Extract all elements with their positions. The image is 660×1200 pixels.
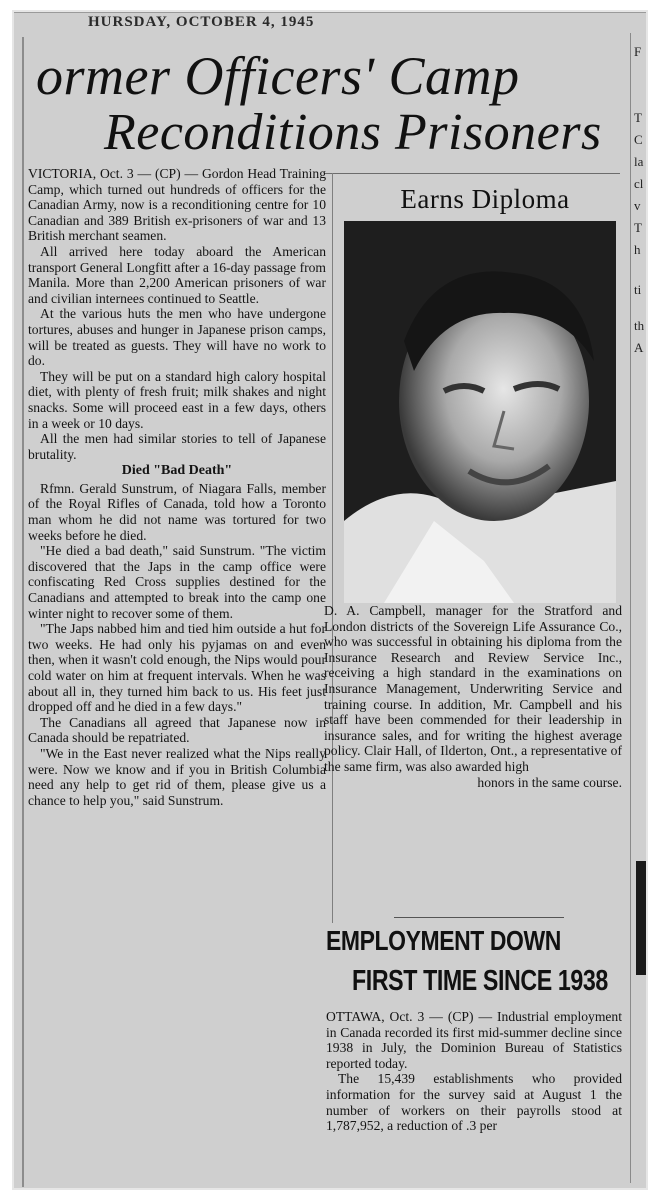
article-paragraph: OTTAWA, Oct. 3 — (CP) — Industrial employment in Canada recorded its first mid-summer decline since 1938 in July, the Dominion Bureau of Statistics reported today. (326, 1009, 622, 1071)
right-column-rule (630, 33, 631, 1183)
portrait-photo (344, 221, 616, 603)
section-rule (324, 173, 620, 174)
center-column-rule (332, 173, 333, 923)
adjacent-dark-block (636, 861, 646, 975)
article-subhead: Died "Bad Death" (121, 463, 233, 479)
article-paragraph: They will be put on a standard high calory hospital diet, with plenty of fresh fruit; milk shakes and night snacks. Some will proceed east in a few days, others in a week or 10 days. (28, 368, 326, 431)
dateline: HURSDAY, OCTOBER 4, 1945 (88, 14, 315, 30)
adjacent-column-fragment (634, 41, 646, 359)
article-paragraph: "He died a bad death," said Sunstrum. "The victim discovered that the Japs in the camp office were confiscating Red Cross supplies destined for the Canadians and attempted to break into the camp one winter night to recover some of them. (28, 543, 326, 621)
edge-letter: T (634, 110, 642, 125)
article-paragraph: At the various huts the men who have undergone tortures, abuses and hunger in Japanese prison camps, will be treated as guests. They will have no work to do. (28, 306, 326, 369)
article-paragraph: "We in the East never realized what the Nips really were. Now we know and if you in British Columbia need any help to get rid of them, please give us a chance to help you," said Sunstrum. (28, 745, 326, 808)
article-paragraph: All the men had similar stories to tell of Japanese brutality. (28, 431, 326, 462)
edge-letter: la (634, 154, 644, 169)
edge-letter: ti (634, 282, 642, 297)
diploma-title: Earns Diploma (400, 184, 570, 214)
caption-end: honors in the same course. (477, 774, 622, 790)
edge-letter: A (634, 340, 644, 355)
article-paragraph: The 15,439 establishments who provided information for the survey said at August 1 the number of workers on their payrolls stood at 1,787,952, a reduction of .3 per (326, 1071, 622, 1134)
employment-article (326, 1009, 622, 1134)
separator-rule (394, 917, 564, 918)
article-paragraph: VICTORIA, Oct. 3 — (CP) — Gordon Head Training Camp, which turned out hundreds of officers for the Canadian Army, now is a reconditioning centre for 10 Canadian and 389 British ex-prisoners of war and 13 British merchant seamen. (28, 166, 326, 244)
left-column-rule (22, 37, 24, 1187)
article-paragraph: All arrived here today aboard the American transport General Longfitt after a 16-day passage from Manila. More than 2,200 American prisoners of war and civilian internees continued to Seattle. (28, 243, 326, 306)
edge-letter: F (634, 44, 642, 59)
caption-text: D. A. Campbell, manager for the Stratford and London districts of the Sovereign Life Assurance Co., who was successful in obtaining his diploma from the Insurance Research and Review Service Inc., receiving a high standard in the examinations on Insurance Management, Underwriting Service and training course. In addition, Mr. Campbell and his staff have been commended for their leadership in insurance sales, and for writing the highest average policy. Clair Hall, of Ilderton, Ont., a representative of the same firm, was also awarded high (324, 603, 622, 774)
article-paragraph: The Canadians all agreed that Japanese now in Canada should be repatriated. (28, 714, 326, 746)
article-paragraph: "The Japs nabbed him and tied him outside a hut for two weeks. He had only his pyjamas on and even then, when it wasn't cold enough, the Nips would pour cold water on him at frequent intervals. When he was about all in, they turned him back to us. His feet just dropped off and he died in a few days." (28, 621, 326, 715)
edge-letter: th (634, 318, 645, 333)
edge-letter: v (634, 198, 641, 213)
edge-letter: h (634, 242, 641, 257)
main-article (28, 166, 326, 808)
employment-headline-1: EMPLOYMENT DOWN (326, 925, 561, 956)
newspaper-page (14, 12, 646, 1188)
edge-letter: cl (634, 176, 644, 191)
employment-headline-2: FIRST TIME SINCE 1938 (352, 965, 608, 997)
article-paragraph: Rfmn. Gerald Sunstrum, of Niagara Falls, member of the Royal Rifles of Canada, told how a Toronto man whom he did not name was tortured for two weeks before he died. (28, 480, 326, 543)
edge-letter: T (634, 220, 642, 235)
headline-line-2: Reconditions Prisoners (104, 104, 602, 161)
edge-letter: C (634, 132, 643, 147)
portrait-image (344, 221, 616, 603)
headline-line-1: ormer Officers' Camp (36, 46, 520, 106)
diploma-caption (324, 603, 622, 790)
